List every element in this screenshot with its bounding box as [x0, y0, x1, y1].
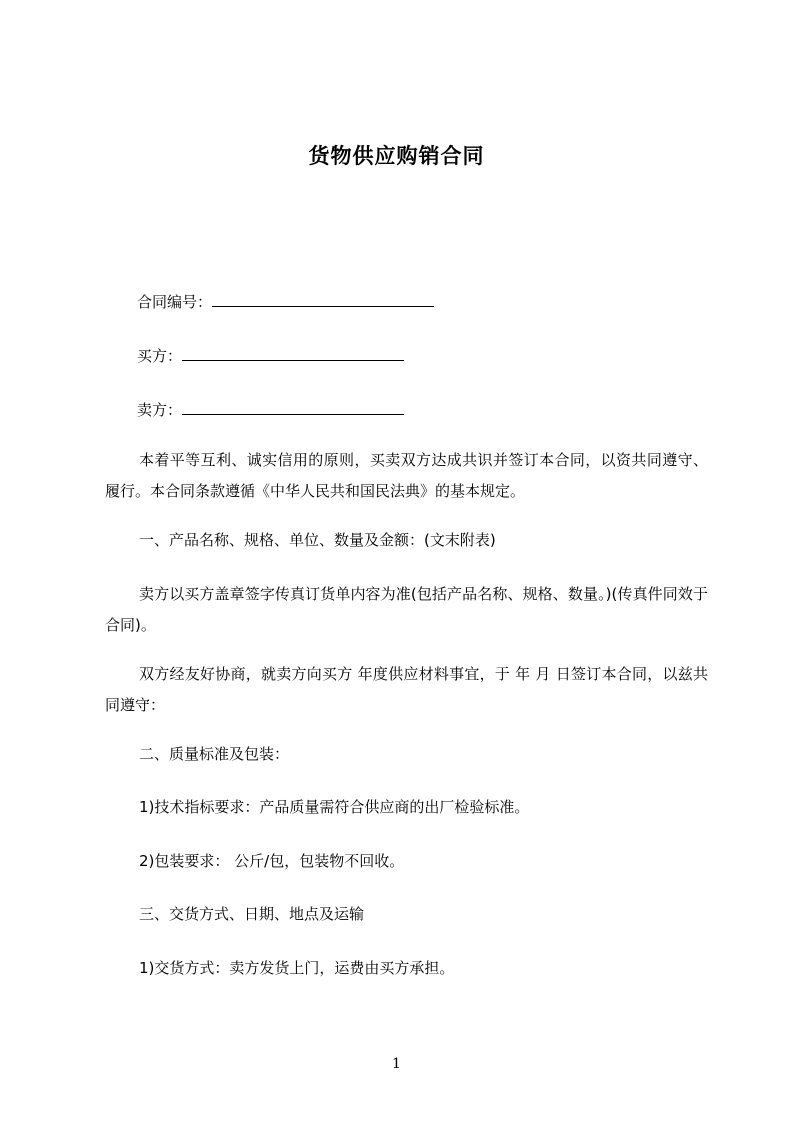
section1-body: 卖方以买方盖章签字传真订货单内容为准(包括产品名称、规格、数量。)(传真件同效于合同)。	[105, 585, 708, 634]
section2-item2: 2)包装要求： 公斤/包，包装物不回收。	[139, 852, 405, 870]
buyer-line	[137, 345, 404, 366]
section2-heading: 二、质量标准及包装：	[139, 745, 290, 763]
seller-blank	[182, 400, 404, 415]
document-title: 货物供应购销合同	[308, 144, 485, 168]
section1-heading: 一、产品名称、规格、单位、数量及金额：(文末附表)	[139, 531, 496, 549]
buyer-blank	[182, 346, 404, 361]
buyer-label: 买方：	[137, 347, 183, 365]
contract-number-label: 合同编号：	[137, 293, 213, 311]
intro-paragraph: 本着平等互利、诚实信用的原则，买卖双方达成共识并签订本合同，以资共同遵守、履行。本合同条款遵循《中华人民共和国民法典》的基本规定。	[105, 451, 708, 500]
section2-item1: 1)技术指标要求：产品质量需符合供应商的出厂检验标准。	[139, 798, 530, 816]
contract-number-line	[137, 291, 434, 312]
section1-agreement: 双方经友好协商，就卖方向买方 年度供应材料事宜，于 年 月 日签订本合同，以兹共同遵守：	[105, 665, 708, 714]
section3-item1: 1)交货方式：卖方发货上门，运费由买方承担。	[139, 959, 455, 977]
page-number: 1	[392, 1056, 401, 1072]
section3-heading: 三、交货方式、日期、地点及运输	[139, 905, 365, 923]
seller-line	[137, 399, 404, 420]
seller-label: 卖方：	[137, 401, 183, 419]
contract-number-blank	[212, 292, 434, 307]
